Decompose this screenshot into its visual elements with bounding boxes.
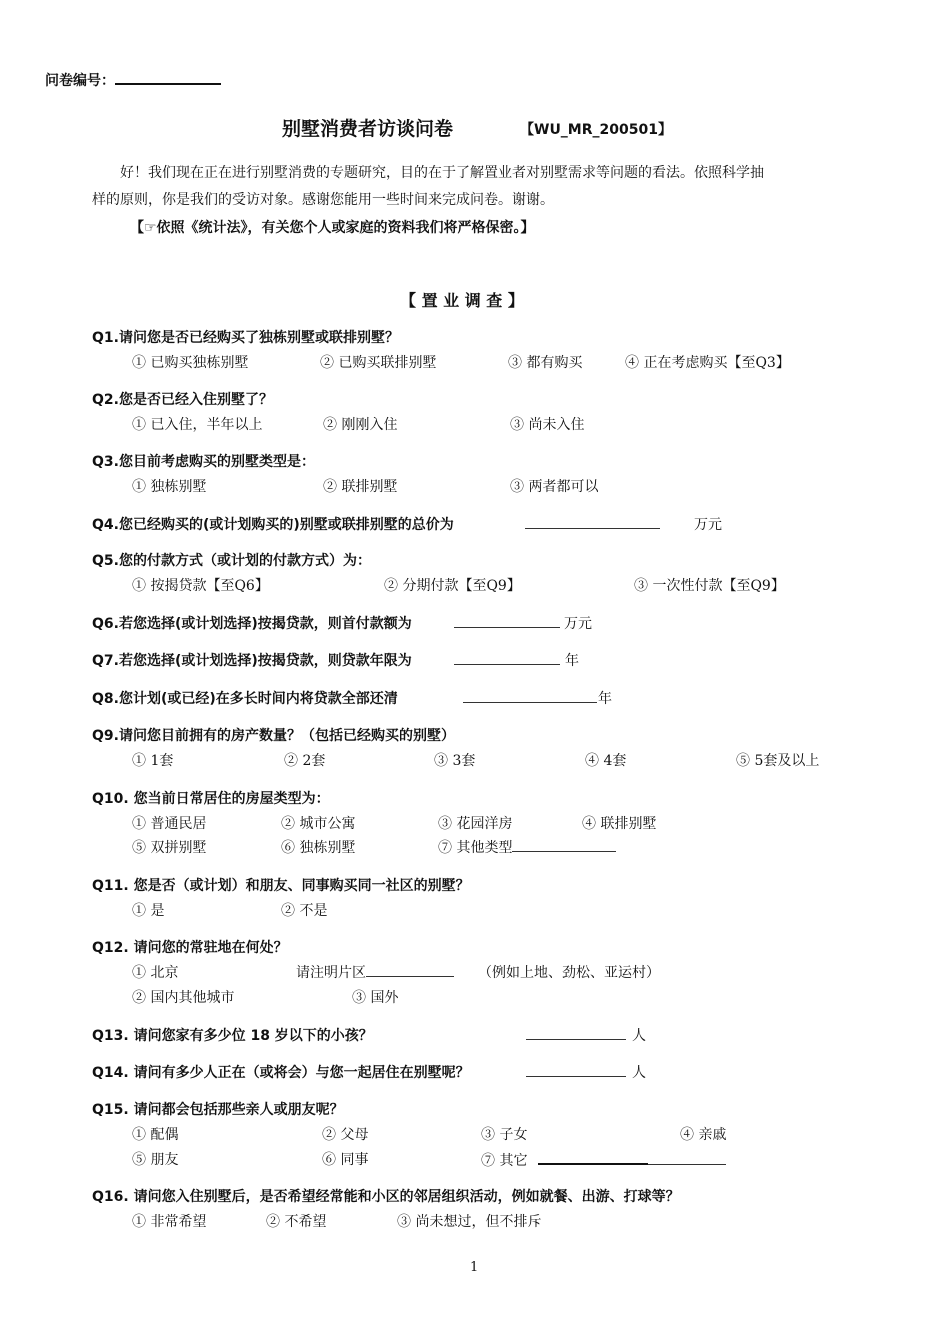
q15-option-4[interactable]: ④ 亲戚 — [680, 1127, 727, 1143]
q10-option-5[interactable]: ⑤ 双拼别墅 — [132, 840, 207, 856]
q1-option-4[interactable]: ④ 正在考虑购买【至Q3】 — [625, 355, 790, 371]
q13-answer-field[interactable] — [526, 1025, 626, 1040]
section-title: 【 置 业 调 查 】 — [400, 291, 524, 310]
intro-line-2: 样的原则，你是我们的受访对象。感谢您能用一些时间来完成问卷。谢谢。 — [92, 192, 554, 208]
q1-option-3[interactable]: ③ 都有购买 — [508, 355, 583, 371]
q2-option-2[interactable]: ② 刚刚入住 — [323, 417, 398, 433]
q15-other-field[interactable] — [538, 1149, 648, 1165]
q13-unit: 人 — [632, 1028, 646, 1044]
intro-line-1: 好！我们现在正在进行别墅消费的专题研究，目的在于了解置业者对别墅需求等问题的看法。依照科学抽 — [120, 165, 764, 181]
q12-district-example: （例如上地、劲松、亚运村） — [478, 965, 660, 981]
q16-option-3[interactable]: ③ 尚未想过，但不排斥 — [397, 1214, 542, 1230]
q6-text: Q6.若您选择(或计划选择)按揭贷款，则首付款额为 — [92, 616, 412, 632]
q14-unit: 人 — [632, 1065, 646, 1081]
privacy-notice: 【☞依照《统计法》，有关您个人或家庭的资料我们将严格保密。】 — [130, 220, 535, 236]
page-number: 1 — [470, 1260, 479, 1275]
q3-option-1[interactable]: ① 独栋别墅 — [132, 479, 207, 495]
q2-text: Q2.您是否已经入住别墅了？ — [92, 392, 273, 408]
q5-option-3[interactable]: ③ 一次性付款【至Q9】 — [634, 578, 785, 594]
q9-option-5[interactable]: ⑤ 5套及以上 — [736, 753, 820, 769]
q10-option-1[interactable]: ① 普通民居 — [132, 816, 207, 832]
q4-answer-field[interactable] — [525, 514, 660, 529]
q1-option-1[interactable]: ① 已购买独栋别墅 — [132, 355, 249, 371]
q10-option-6[interactable]: ⑥ 独栋别墅 — [281, 840, 356, 856]
q11-option-1[interactable]: ① 是 — [132, 903, 165, 919]
q12-district-label: 请注明片区 — [296, 962, 454, 982]
q5-option-1[interactable]: ① 按揭贷款【至Q6】 — [132, 578, 269, 594]
q10-option-4[interactable]: ④ 联排别墅 — [582, 816, 657, 832]
q12-option-3[interactable]: ③ 国外 — [352, 990, 399, 1006]
q4-text: Q4.您已经购买的(或计划购买的)别墅或联排别墅的总价为 — [92, 517, 454, 533]
q11-option-2[interactable]: ② 不是 — [281, 903, 328, 919]
q10-text: Q10. 您当前日常居住的房屋类型为： — [92, 791, 330, 807]
page-title: 别墅消费者访谈问卷 — [282, 118, 454, 140]
q8-answer-field[interactable] — [463, 688, 597, 703]
q9-option-3[interactable]: ③ 3套 — [434, 753, 476, 769]
q2-option-1[interactable]: ① 已入住，半年以上 — [132, 417, 263, 433]
q11-text: Q11. 您是否（或计划）和朋友、同事购买同一社区的别墅？ — [92, 878, 470, 894]
q15-other-field-extension — [648, 1150, 726, 1165]
q16-option-2[interactable]: ② 不希望 — [266, 1214, 327, 1230]
q9-text: Q9.请问您目前拥有的房产数量？（包括已经购买的别墅） — [92, 728, 455, 744]
q15-option-3[interactable]: ③ 子女 — [481, 1127, 528, 1143]
q12-text: Q12. 请问您的常驻地在何处？ — [92, 940, 288, 956]
q9-option-2[interactable]: ② 2套 — [284, 753, 326, 769]
q16-option-1[interactable]: ① 非常希望 — [132, 1214, 207, 1230]
q9-option-4[interactable]: ④ 4套 — [585, 753, 627, 769]
q8-text: Q8.您计划(或已经)在多长时间内将贷款全部还清 — [92, 691, 398, 707]
questionnaire-code: 【WU_MR_200501】 — [520, 122, 672, 138]
q15-option-1[interactable]: ① 配偶 — [132, 1127, 179, 1143]
q7-answer-field[interactable] — [454, 650, 560, 665]
q10-other-field[interactable] — [512, 837, 616, 852]
q7-unit: 年 — [565, 653, 579, 669]
q15-option-6[interactable]: ⑥ 同事 — [322, 1152, 369, 1168]
q15-option-5[interactable]: ⑤ 朋友 — [132, 1152, 179, 1168]
q10-option-7[interactable]: ⑦ 其他类型 — [438, 837, 616, 857]
q5-option-2[interactable]: ② 分期付款【至Q9】 — [384, 578, 521, 594]
q1-text: Q1.请问您是否已经购买了独栋别墅或联排别墅？ — [92, 330, 399, 346]
q2-option-3[interactable]: ③ 尚未入住 — [510, 417, 585, 433]
q13-text: Q13. 请问您家有多少位 18 岁以下的小孩？ — [92, 1028, 373, 1044]
q16-text: Q16. 请问您入住别墅后，是否希望经常能和小区的邻居组织活动，例如就餐、出游、打球等？ — [92, 1189, 680, 1205]
serial-number-field[interactable] — [115, 69, 221, 85]
q12-option-2[interactable]: ② 国内其他城市 — [132, 990, 235, 1006]
q3-text: Q3.您目前考虑购买的别墅类型是： — [92, 454, 315, 470]
q14-text: Q14. 请问有多少人正在（或将会）与您一起居住在别墅呢？ — [92, 1065, 470, 1081]
q5-text: Q5.您的付款方式（或计划的付款方式）为： — [92, 553, 371, 569]
q8-unit: 年 — [598, 691, 612, 707]
q6-unit: 万元 — [564, 616, 592, 632]
q15-text: Q15. 请问都会包括那些亲人或朋友呢？ — [92, 1102, 344, 1118]
q9-option-1[interactable]: ① 1套 — [132, 753, 174, 769]
q6-answer-field[interactable] — [454, 613, 560, 628]
q10-option-2[interactable]: ② 城市公寓 — [281, 816, 356, 832]
q12-option-1[interactable]: ① 北京 — [132, 965, 179, 981]
q12-district-field[interactable] — [366, 962, 454, 977]
q3-option-3[interactable]: ③ 两者都可以 — [510, 479, 599, 495]
q4-unit: 万元 — [694, 517, 722, 533]
q15-option-2[interactable]: ② 父母 — [322, 1127, 369, 1143]
q15-option-7[interactable]: ⑦ 其它 — [481, 1149, 726, 1170]
q10-option-3[interactable]: ③ 花园洋房 — [438, 816, 513, 832]
q1-option-2[interactable]: ② 已购买联排别墅 — [320, 355, 437, 371]
q7-text: Q7.若您选择(或计划选择)按揭贷款，则贷款年限为 — [92, 653, 412, 669]
q3-option-2[interactable]: ② 联排别墅 — [323, 479, 398, 495]
serial-number-label: 问卷编号： — [45, 69, 221, 90]
q14-answer-field[interactable] — [526, 1062, 626, 1077]
